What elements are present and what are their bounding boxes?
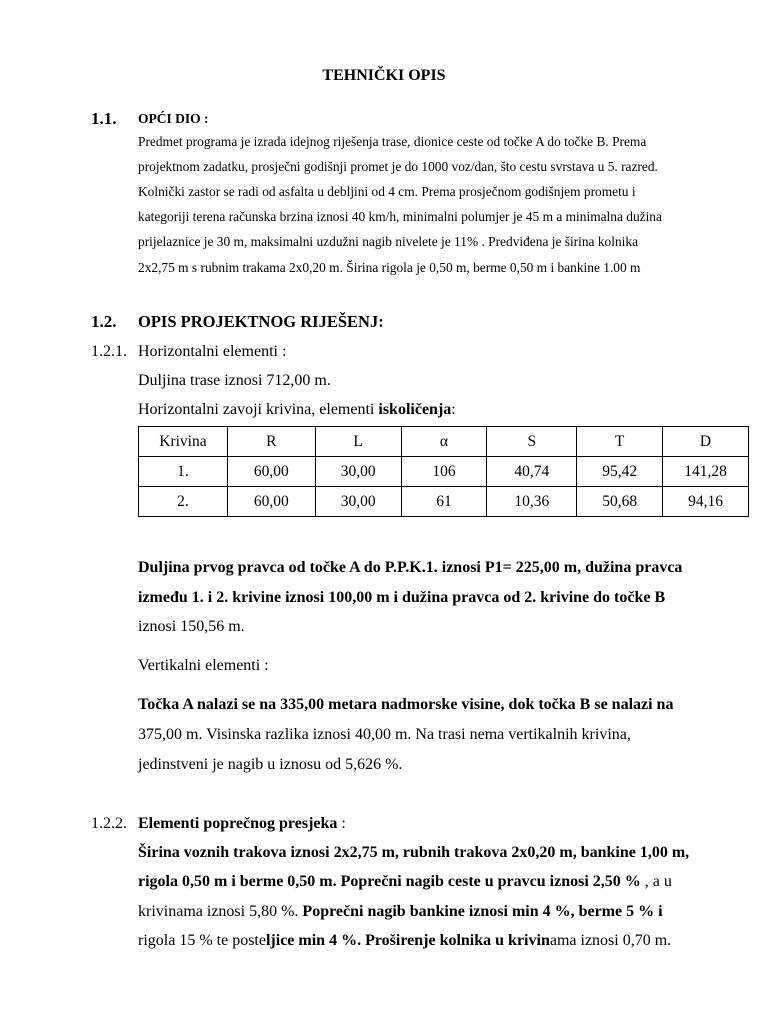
- table-cell: 50,68: [577, 487, 663, 517]
- table-header-cell: Krivina: [139, 427, 228, 457]
- trase-length-line: Duljina trase iznosi 712,00 m.: [138, 372, 331, 389]
- table-cell: 10,36: [487, 487, 577, 517]
- vertical-line-2: 375,00 m. Visinska razlika iznosi 40,00 m. Na trasi nema vertikalnih krivina,: [138, 726, 631, 743]
- table-cell: 1.: [139, 457, 228, 487]
- table-cell: 2.: [139, 487, 228, 517]
- section-1-1-heading: OPĆI DIO :: [138, 111, 209, 126]
- table-header-cell: S: [487, 427, 577, 457]
- subsection-1-2-2-number: 1.2.2.: [91, 815, 127, 832]
- section-1-1-line: Kolnički zastor se radi od asfalta u debljini od 4 cm. Prema prosječnom godišnjem prometu i: [138, 184, 636, 199]
- subsection-1-2-1-title: Horizontalni elementi :: [138, 343, 287, 360]
- curves-intro-line: [138, 401, 456, 419]
- page-title: TEHNIČKI OPIS: [322, 67, 446, 84]
- table-header-row: [139, 427, 749, 457]
- section-1-1-line: 2x2,75 m s rubnim trakama 2x0,20 m. Širina rigola je 0,50 m, berme 0,50 m i bankine 1.00 m: [138, 260, 641, 275]
- table-cell: 60,00: [227, 457, 315, 487]
- table-cell: 40,74: [487, 457, 577, 487]
- section-1-1-line: projektnom zadatku, prosječni godišnji promet je do 1000 voz/dan, što cestu svrstava u 5. razred.: [138, 159, 658, 174]
- cross-section-line-4-plain: rigola 15 % te poste: [138, 932, 266, 949]
- pravci-line-3: iznosi 150,56 m.: [138, 618, 245, 635]
- pravci-line-2: između 1. i 2. krivine iznosi 100,00 m i dužina pravca od 2. krivine do točke B: [138, 589, 666, 606]
- table-cell: 30,00: [315, 457, 401, 487]
- table-header-cell: L: [315, 427, 401, 457]
- table-header-cell: D: [663, 427, 749, 457]
- section-1-1-number: 1.1.: [91, 109, 117, 128]
- table-header-cell: α: [401, 427, 487, 457]
- vertical-line-3: jedinstveni je nagib u iznosu od 5,626 %.: [138, 756, 403, 773]
- curve-elements-table: [138, 426, 749, 517]
- table-cell: 106: [401, 457, 487, 487]
- table-cell: 30,00: [315, 487, 401, 517]
- vertical-elements-title: Vertikalni elementi :: [138, 657, 269, 674]
- subsection-1-2-2-title-colon: :: [337, 815, 346, 832]
- cross-section-line-2: [138, 873, 672, 891]
- table-cell: 95,42: [577, 457, 663, 487]
- table-header-cell: R: [227, 427, 315, 457]
- subsection-1-2-2-title: [138, 815, 346, 833]
- cross-section-line-2-bold: rigola 0,50 m i berme 0,50 m. Poprečni nagib ceste u pravcu iznosi 2,50 %: [138, 873, 645, 890]
- section-1-1-line: Predmet programa je izrada idejnog riješenja trase, dionice ceste od točke A do točke B. Prema: [138, 134, 647, 149]
- section-1-1-line: prijelaznice je 30 m, maksimalni uzdužni nagib nivelete je 11% . Predviđena je širina kolnika: [138, 234, 639, 249]
- table-cell: 94,16: [663, 487, 749, 517]
- curves-intro-bold: iskoličenja: [378, 401, 452, 418]
- cross-section-line-3-plain: krivinama iznosi 5,80 %.: [138, 903, 303, 920]
- section-1-2-heading: OPIS PROJEKTNOG RIJEŠENJ:: [138, 312, 384, 331]
- table-row: [139, 457, 749, 487]
- table-cell: 60,00: [227, 487, 315, 517]
- cross-section-line-4-bold: ljice min 4 %. Proširenje kolnika u krivin: [265, 932, 550, 949]
- section-1-1-line: kategoriji terena računska brzina iznosi 40 km/h, minimalni polumjer je 45 m a minimalna dužina: [138, 209, 662, 224]
- cross-section-line-3: [138, 903, 663, 921]
- section-1-2-number: 1.2.: [91, 312, 117, 331]
- pravci-line-1: Duljina prvog pravca od točke A do P.P.K.1. iznosi P1= 225,00 m, dužina pravca: [138, 559, 683, 576]
- table-cell: 141,28: [663, 457, 749, 487]
- curves-intro-text: Horizontalni zavoji krivina, elementi: [138, 401, 379, 418]
- cross-section-line-3-bold: Poprečni nagib bankine iznosi min 4 %, berme 5 % i: [302, 903, 663, 920]
- cross-section-line-4-tail: ama iznosi 0,70 m.: [549, 932, 672, 949]
- curves-intro-colon: :: [451, 401, 456, 418]
- subsection-1-2-2-title-text: Elementi poprečnog presjeka: [138, 815, 338, 832]
- cross-section-line-1: Širina voznih trakova iznosi 2x2,75 m, rubnih trakova 2x0,20 m, bankine 1,00 m,: [138, 844, 690, 861]
- cross-section-line-4: [138, 932, 671, 950]
- cross-section-line-2-tail: , a u: [644, 873, 672, 890]
- table-header-cell: T: [577, 427, 663, 457]
- table-cell: 61: [401, 487, 487, 517]
- table-row: [139, 487, 749, 517]
- vertical-line-1: Točka A nalazi se na 335,00 metara nadmorske visine, dok točka B se nalazi na: [138, 696, 674, 713]
- subsection-1-2-1-number: 1.2.1.: [91, 343, 127, 360]
